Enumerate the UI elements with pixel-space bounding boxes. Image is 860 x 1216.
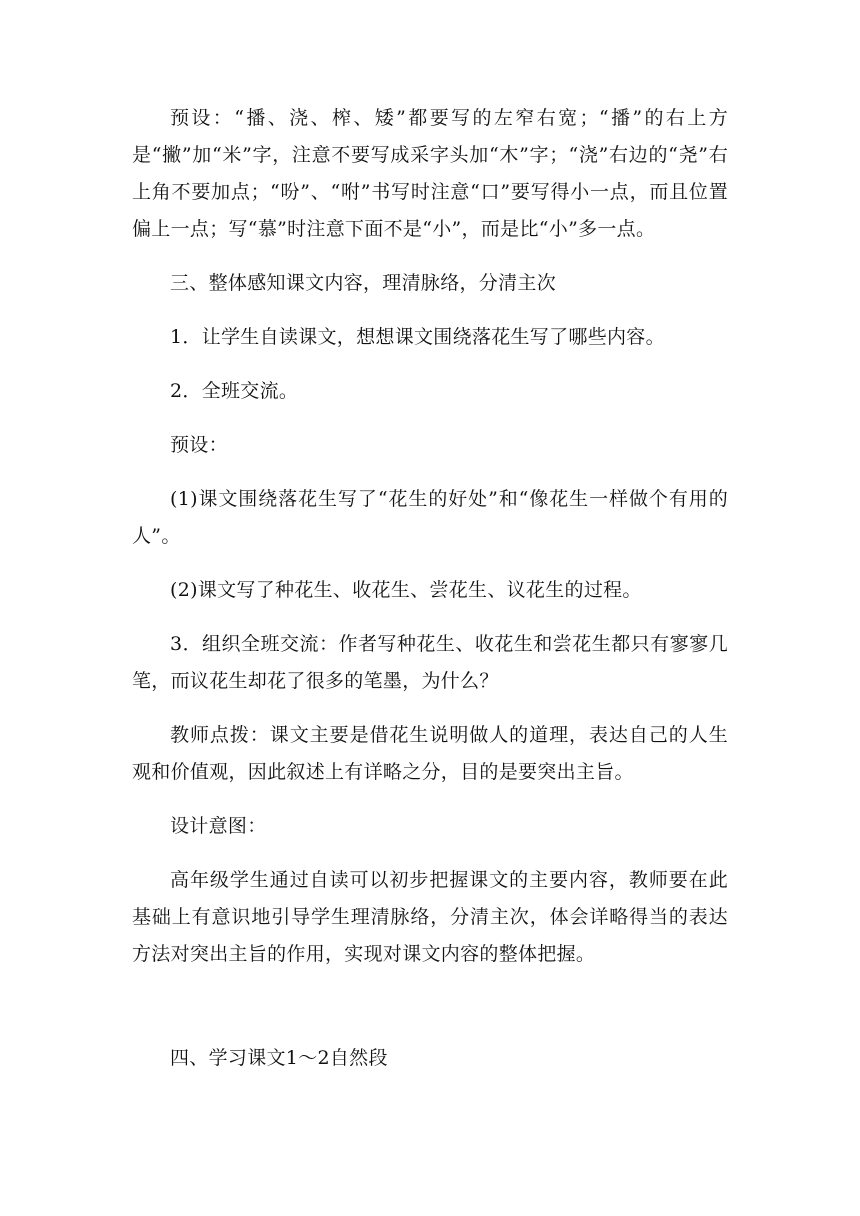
preset-item-2: (2)课文写了种花生、收花生、尝花生、议花生的过程。 [170, 579, 642, 601]
document-page [132, 100, 728, 1094]
design-intent-label: 设计意图： [170, 815, 267, 837]
teacher-guidance: 教师点拨：课文主要是借花生说明做人的道理，表达自己的人生观和价值观，因此叙述上有详略之分，目的是要突出主旨。 [132, 724, 728, 783]
step-2: 2．全班交流。 [170, 380, 299, 402]
preset-item-1: (1)课文围绕落花生写了“花生的好处”和“像花生一样做个有用的人”。 [132, 488, 728, 547]
step-3: 3．组织全班交流：作者写种花生、收花生和尝花生都只有寥寥几笔，而议花生却花了很多的笔墨，为什么？ [132, 633, 728, 692]
spacer [132, 990, 728, 1040]
step-1: 1．让学生自读课文，想想课文围绕落花生写了哪些内容。 [170, 326, 665, 348]
design-intent-text: 高年级学生通过自读可以初步把握课文的主要内容，教师要在此基础上有意识地引导学生理清脉络，分清主次，体会详略得当的表达方法对突出主旨的作用，实现对课文内容的整体把握。 [132, 869, 728, 965]
section-heading-4: 四、学习课文1～2自然段 [170, 1047, 388, 1069]
paragraph-writing-notes: 预设：“播、浇、榨、矮”都要写的左窄右宽；“播”的右上方是“撇”加“米”字，注意不要写成采字头加“木”字；“浇”右边的“尧”右上角不要加点；“吩”、“咐”书写时注意“口”要写得小一点，而且位置偏上一点；写“慕”时注意下面不是“小”，而是比“小”多一点。 [132, 107, 728, 240]
section-heading-3: 三、整体感知课文内容，理清脉络，分清主次 [170, 272, 557, 294]
preset-label: 预设： [170, 434, 228, 456]
